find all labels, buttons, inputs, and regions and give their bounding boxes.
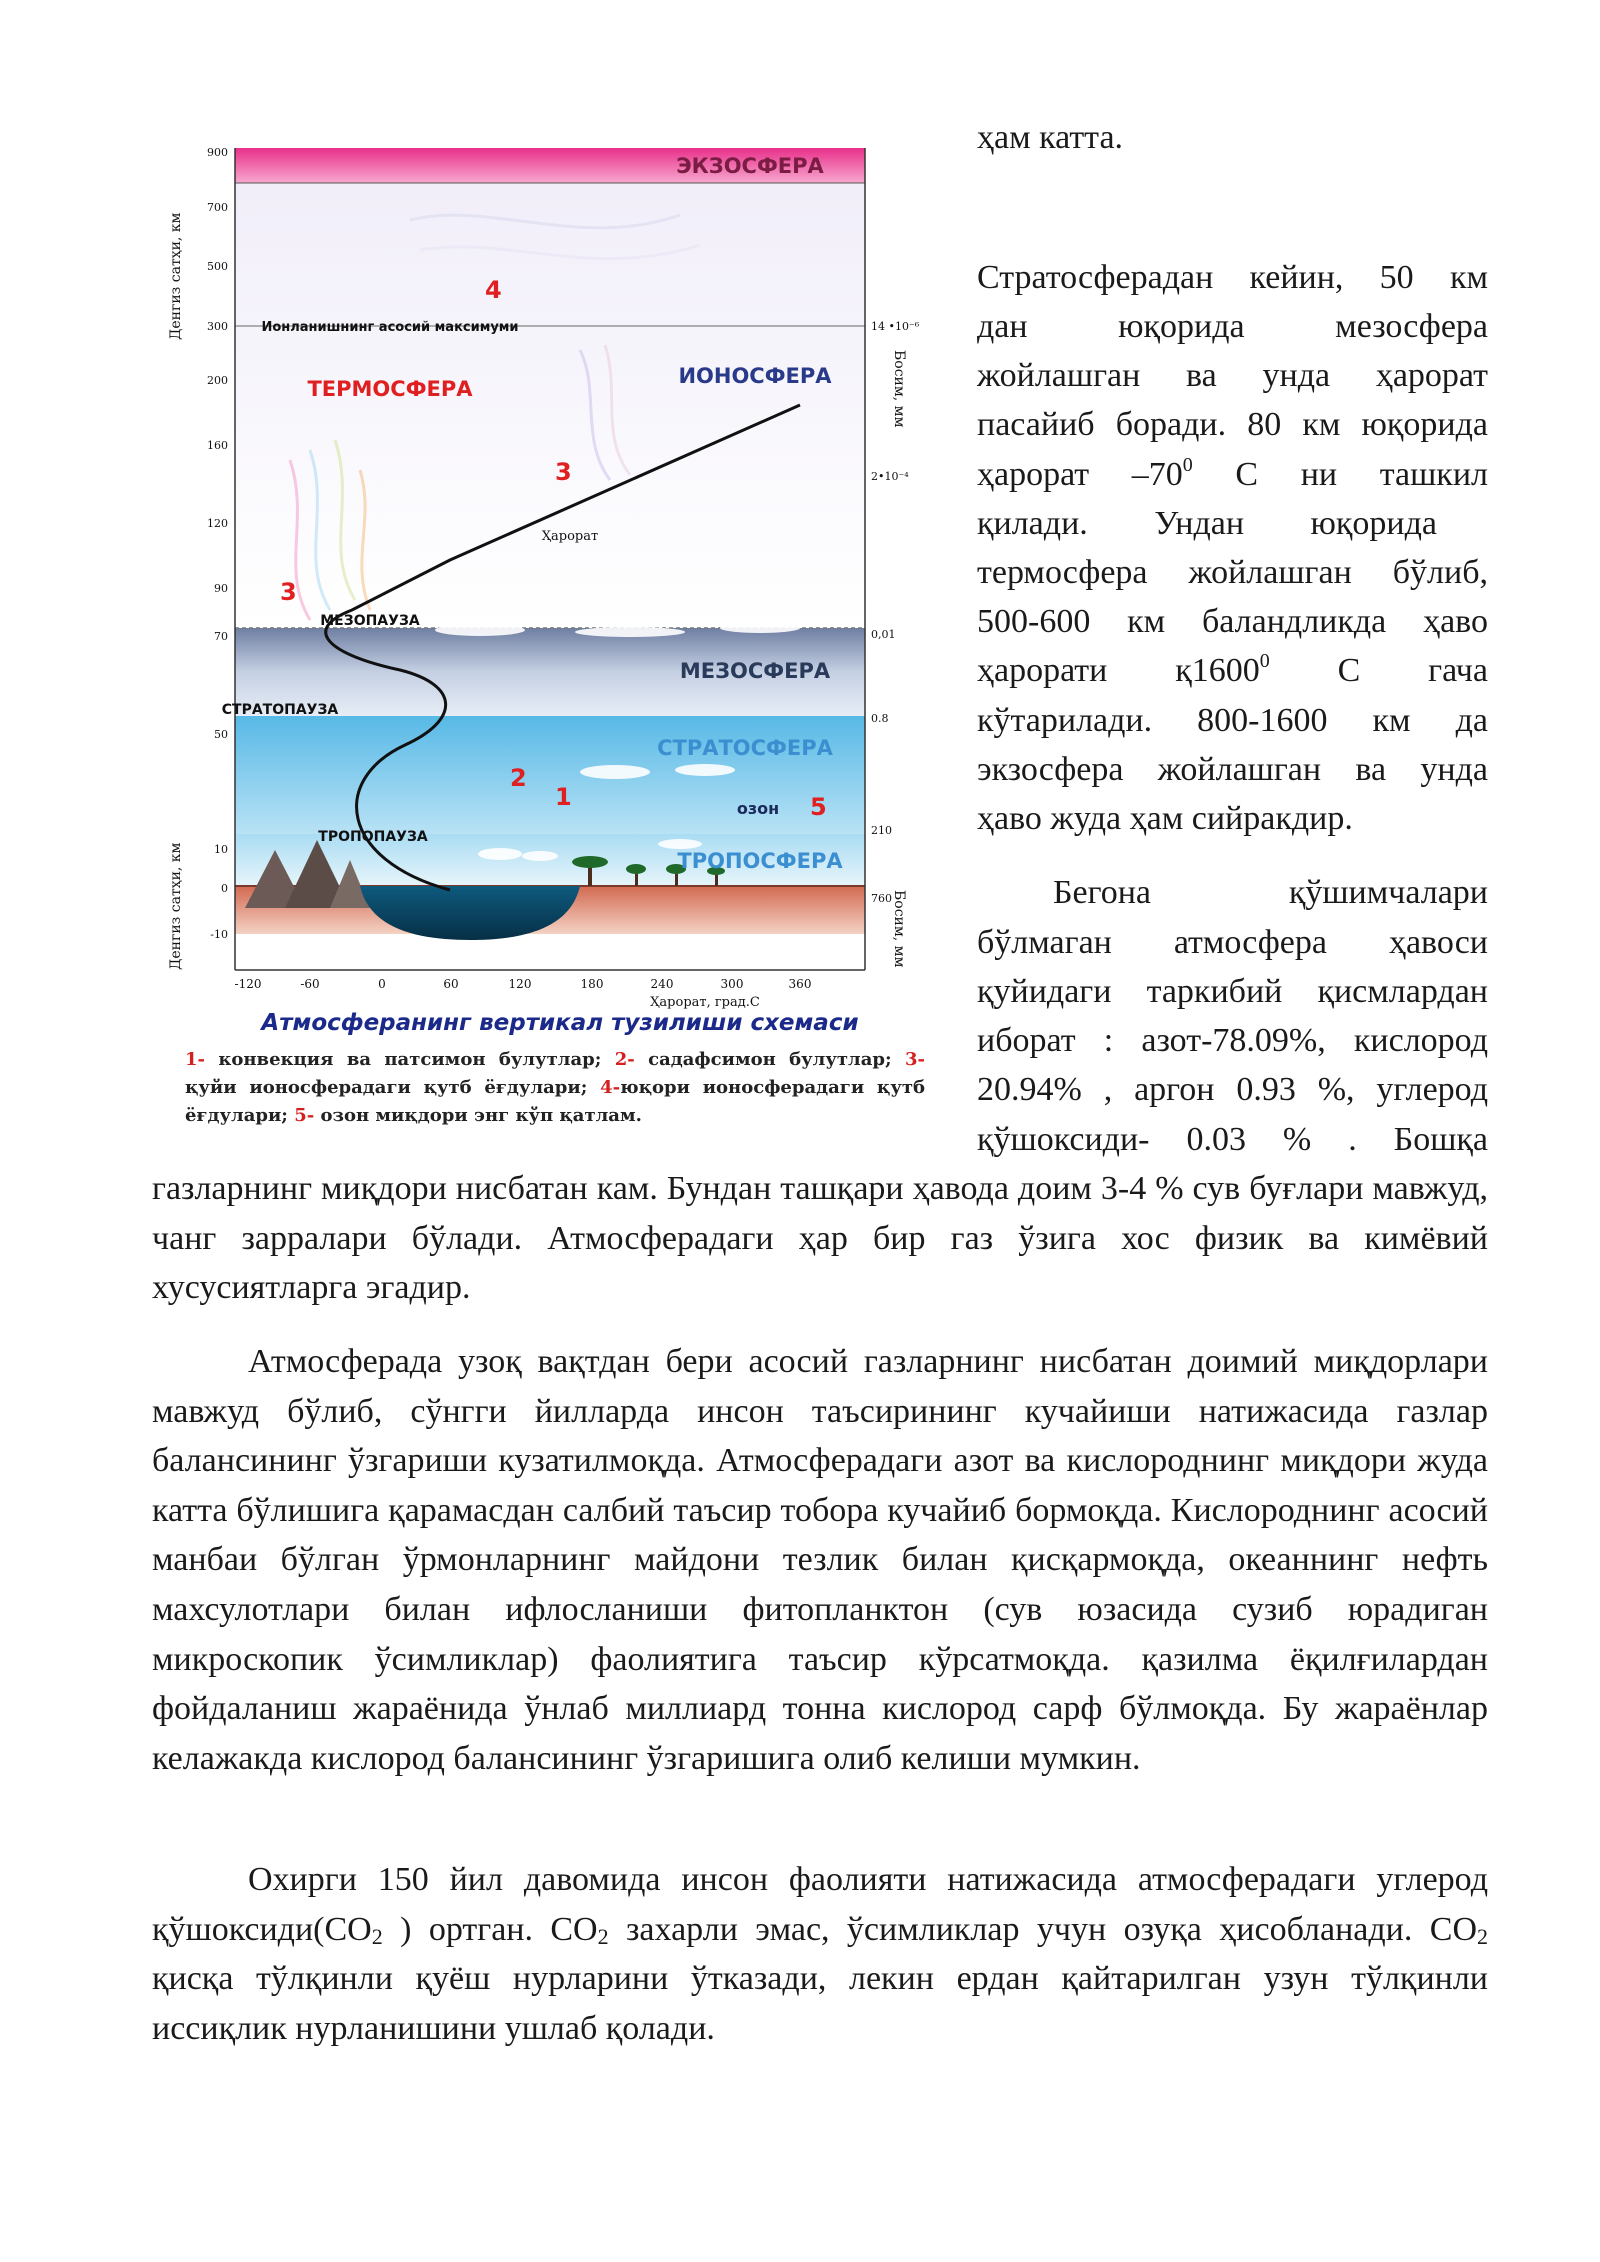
marker-5: 5 — [810, 793, 827, 821]
text-line: ҳарорати қ1600$^0$ С гача — [977, 650, 1488, 689]
axis-left-bottom: Денгиз сатҳи, км — [168, 842, 184, 970]
text-line: Бегона қўшимчалари — [1053, 874, 1488, 911]
svg-text:180: 180 — [580, 977, 604, 991]
label-stratosphere: СТРАТОСФЕРА — [657, 736, 833, 760]
paragraph-1-continuation: газларнинг миқдори нисбатан кам. Бундан ташқари ҳавода доим 3-4 % сув буғлари мавжуд, чанг зарралари бўлади. Атмосферадаги ҳар бир газ ўзига хос физик ва кимёвий хусусиятларга эгадир. — [152, 1170, 1488, 1307]
svg-text:10: 10 — [214, 843, 228, 856]
x-axis-label: Ҳарорат, град.С — [650, 995, 760, 1010]
label-tropopause: ТРОПОПАУЗА — [318, 829, 428, 845]
svg-text:0: 0 — [378, 977, 386, 991]
label-thermosphere: ТЕРМОСФЕРА — [307, 377, 473, 401]
text-line: ҳам катта. — [977, 119, 1124, 156]
paragraph-2: Атмосферада узоқ вақтдан бери асосий газларнинг нисбатан доимий миқдорлари мавжуд бўлиб, сўнгги йилларда инсон таъсирининг кучайиши натижасида газлар балансининг ўзгариши кузатилмоқда. Атмосферадаги азот ва кислороднинг миқдори жуда катта бўлишига қарамасдан салбий таъсир тобора кучайиб бормоқда. Кислороднинг асосий манбаи бўлган ўрмонларнинг майдони тезлик билан қисқармоқда, океаннинг нефть махсулотлари билан ифлосланиши фитопланктон (сув юзасида сузиб юрадиган микроскопик ўсимликлар) фаолиятига таъсир кўрсатмоқда. қазилма ёқилғилардан фойдаланиш жараёнида ўнлаб миллиард тонна кислород сарф бўлмоқда. Бу жараёнлар келажакда кислород балансининг ўзгаришига олиб келиши мумкин. — [152, 1343, 1488, 1777]
atmosphere-chart — [160, 140, 940, 1010]
marker-1: 1 — [555, 783, 572, 811]
svg-text:70: 70 — [214, 630, 228, 643]
text-line: пасайиб боради. 80 км юқорида — [977, 406, 1488, 443]
label-stratopause: СТРАТОПАУЗА — [221, 702, 339, 718]
label-ozone: озон — [736, 799, 780, 818]
svg-text:240: 240 — [650, 977, 674, 991]
text-line: экзосфера жойлашган ва унда — [977, 751, 1488, 788]
text-line: ҳарорат $-70^0$ С ни ташкил — [977, 454, 1488, 493]
svg-text:500: 500 — [207, 260, 228, 273]
svg-text:2•10⁻⁴: 2•10⁻⁴ — [871, 470, 909, 483]
axis-right-bottom: Босим, мм — [891, 890, 907, 968]
svg-text:0: 0 — [221, 882, 228, 895]
svg-text:210: 210 — [871, 824, 892, 837]
svg-text:160: 160 — [207, 439, 228, 452]
svg-text:360: 360 — [788, 977, 812, 991]
svg-text:300: 300 — [207, 320, 228, 333]
label-exosphere: ЭКЗОСФЕРА — [676, 154, 824, 178]
axis-right-top: Босим, мм — [891, 350, 907, 428]
text-line: ҳаво жуда ҳам сийракдир. — [977, 800, 1353, 837]
text-line: кўтарилади. 800-1600 км да — [977, 702, 1488, 739]
label-mesopause: МЕЗОПАУЗА — [320, 613, 420, 629]
svg-text:760: 760 — [871, 892, 892, 905]
svg-text:-10: -10 — [210, 928, 228, 941]
label-ionization-max: Ионланишнинг асосий максимуми — [261, 320, 519, 335]
text-line: бўлмаган атмосфера ҳавоси — [977, 924, 1488, 961]
figure-caption: 1- конвекция ва патсимон булутлар; 2- садафсимон булутлар; 3- қуйи ионосферадаги қутб ёғдулари; 4-юқори ионосферадаги қутб ёғдулари; 5- озон миқдори энг кўп қатлам. — [185, 1049, 925, 1126]
svg-text:0,01: 0,01 — [871, 628, 896, 641]
svg-text:14 •10⁻⁶: 14 •10⁻⁶ — [871, 320, 920, 333]
upper-atmosphere-band — [235, 183, 865, 628]
svg-text:0.8: 0.8 — [871, 712, 889, 725]
text-line: термосфера жойлашган бўлиб, — [977, 554, 1488, 591]
label-temperature: Ҳарорат — [541, 529, 599, 544]
text-line: қуйидаги таркибий қисмлардан — [977, 973, 1488, 1010]
marker-2: 2 — [510, 764, 527, 792]
text-line: Стратосферадан кейин, 50 км — [977, 259, 1488, 296]
text-line: дан юқорида мезосфера — [977, 308, 1488, 345]
text-line: жойлашган ва унда ҳарорат — [977, 357, 1488, 394]
svg-text:900: 900 — [207, 146, 228, 159]
label-mesosphere: МЕЗОСФЕРА — [679, 659, 831, 683]
svg-text:-120: -120 — [234, 977, 262, 991]
label-ionosphere: ИОНОСФЕРА — [678, 364, 832, 388]
figure-caption-title: Атмосферанинг вертикал тузилиши схемаси — [261, 1010, 859, 1036]
svg-text:120: 120 — [508, 977, 532, 991]
marker-3: 3 — [555, 458, 572, 486]
axis-left-top: Денгиз сатҳи, км — [168, 212, 184, 340]
atmosphere-diagram — [160, 140, 940, 1160]
svg-text:300: 300 — [720, 977, 744, 991]
marker-4: 4 — [485, 276, 502, 304]
text-line: 500-600 км баландликда ҳаво — [977, 603, 1488, 640]
svg-text:90: 90 — [214, 582, 228, 595]
text-line: қилади. Ундан юқорида — [977, 505, 1437, 542]
paragraph-3: Охирги 150 йил давомида инсон фаолияти натижасида атмосферадаги углерод $қўшоксиди(CO_2$ ) ортган. $CO_2$ захарли эмас, ўсимликлар учун озуқа ҳисобланади. $CO_2$ қисқа тўлқинли қуёш нурларини ўтказади, лекин ердан қайтарилган узун тўлқинли иссиқлик нурланишини ушлаб қолади. — [152, 1861, 1488, 2047]
svg-text:200: 200 — [207, 374, 228, 387]
text-line: иборат : азот-78.09%, кислород — [977, 1022, 1488, 1059]
text-line: 20.94% , аргон 0.93 %, углерод — [977, 1071, 1488, 1108]
svg-text:120: 120 — [207, 517, 228, 530]
svg-text:60: 60 — [443, 977, 459, 991]
svg-text:-60: -60 — [300, 977, 320, 991]
label-troposphere: ТРОПОСФЕРА — [677, 849, 843, 873]
marker-3b: 3 — [280, 578, 297, 606]
svg-text:50: 50 — [214, 728, 228, 741]
svg-text:700: 700 — [207, 201, 228, 214]
text-line: қўшоксиди- 0.03 % . Бошқа — [977, 1121, 1488, 1158]
